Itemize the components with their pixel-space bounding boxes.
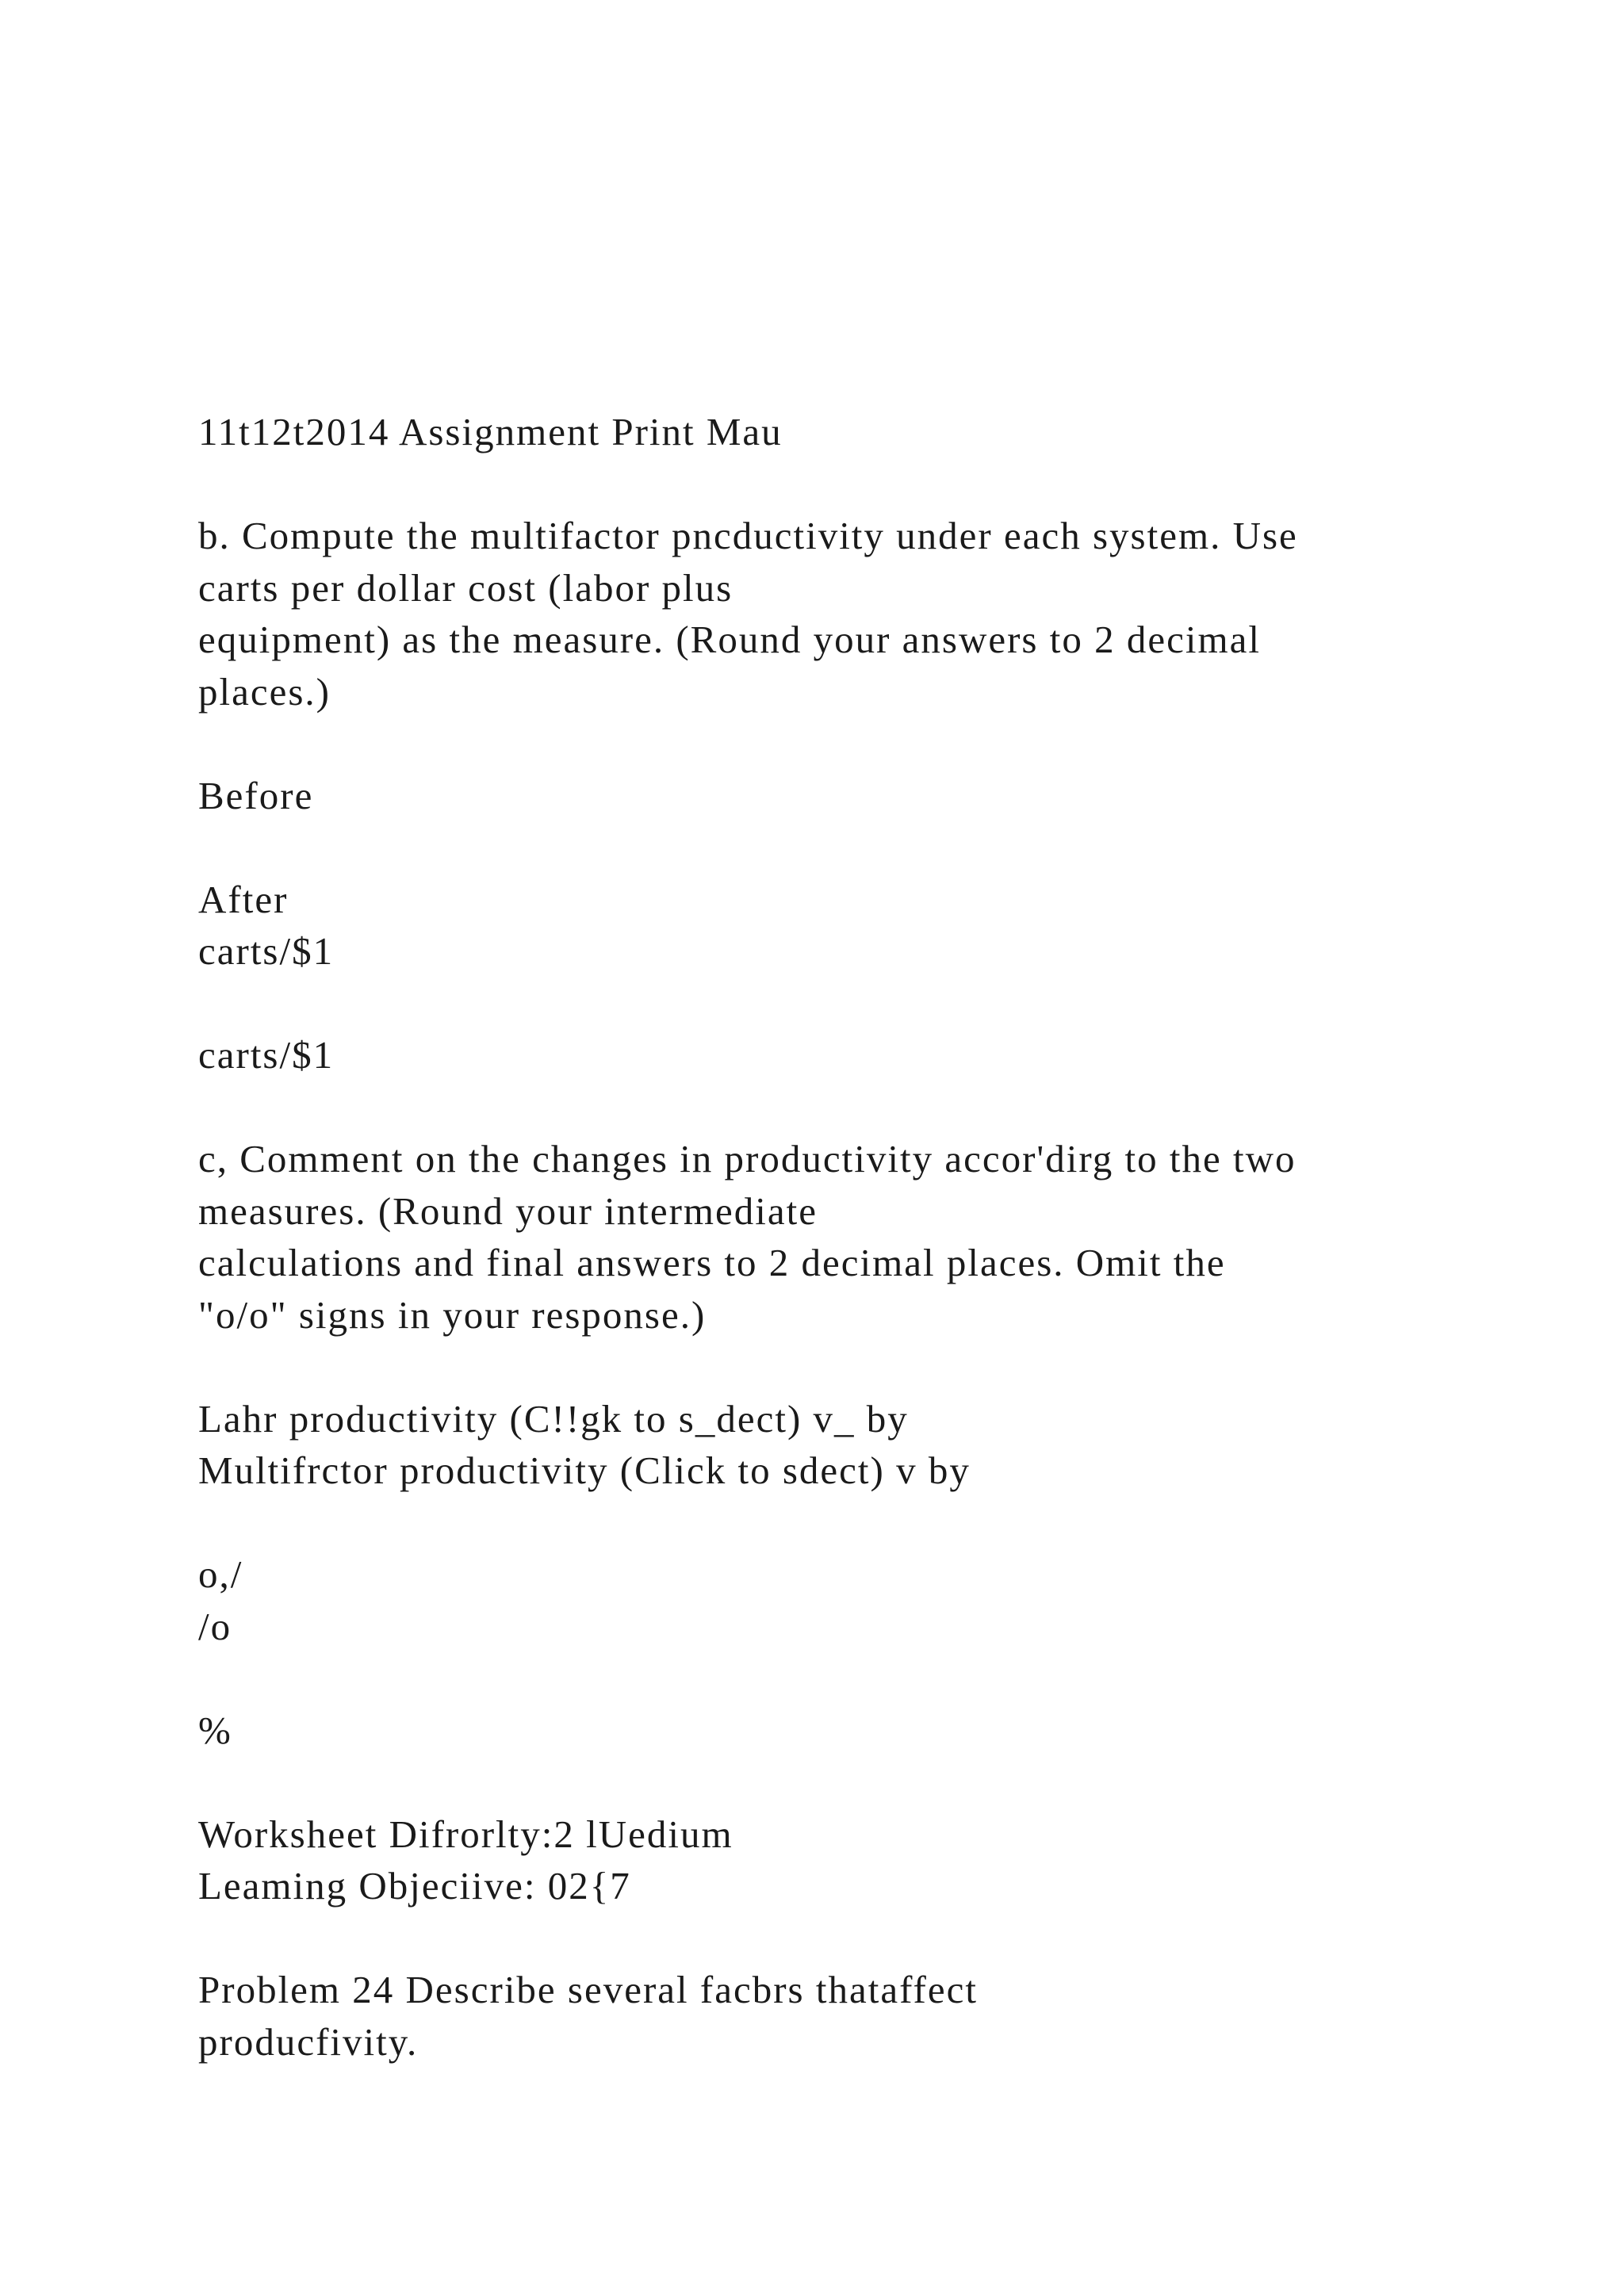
spacer: [198, 1912, 1483, 1965]
spacer: [198, 458, 1483, 511]
percent-sign: %: [198, 1708, 232, 1752]
after-label: After: [198, 877, 289, 921]
spacer: [198, 1652, 1483, 1705]
spacer: [198, 821, 1483, 874]
part-c-line-1: c, Comment on the changes in productivity accor'dirg to the two: [198, 1137, 1297, 1181]
labor-productivity-line: Lahr productivity (C!!gk to s_dect) v_ by: [198, 1396, 909, 1441]
percent-fragment-1: o,/: [198, 1552, 243, 1596]
document-body: [198, 406, 1483, 2068]
before-label: Before: [198, 773, 314, 817]
spacer: [198, 1081, 1483, 1134]
worksheet-difficulty: Worksheet Difrorlty:2 lUedium: [198, 1812, 733, 1856]
problem-line-2: producfivity.: [198, 2019, 419, 2064]
unit-label-1: carts/$1: [198, 929, 335, 973]
part-c-line-3: calculations and final answers to 2 decimal places. Omit the: [198, 1241, 1226, 1284]
problem-line-1: Problem 24 Describe several facbrs thataffect: [198, 1968, 978, 2011]
part-c-line-4: "o/o" signs in your response.): [198, 1292, 707, 1337]
part-b-line-4: places.): [198, 669, 331, 714]
spacer: [198, 718, 1483, 770]
part-b-line-3: equipment) as the measure. (Round your answers to 2 decimal: [198, 618, 1261, 661]
spacer: [198, 1497, 1483, 1549]
unit-label-2: carts/$1: [198, 1033, 335, 1077]
page-header: 11t12t2014 Assignment Print Mau: [198, 410, 783, 453]
part-c-line-2: measures. (Round your intermediate: [198, 1188, 818, 1233]
multifactor-productivity-line: Multifrctor productivity (Click to sdect) v by: [198, 1448, 971, 1492]
spacer: [198, 1341, 1483, 1393]
percent-fragment-2: /o: [198, 1604, 232, 1648]
learning-objective: Leaming Objeciive: 02{7: [198, 1864, 631, 1908]
part-b-line-1: b. Compute the multifactor pncductivity under each system. Use: [198, 514, 1298, 557]
spacer: [198, 1756, 1483, 1808]
part-b-line-2: carts per dollar cost (labor plus: [198, 565, 733, 610]
spacer: [198, 978, 1483, 1030]
